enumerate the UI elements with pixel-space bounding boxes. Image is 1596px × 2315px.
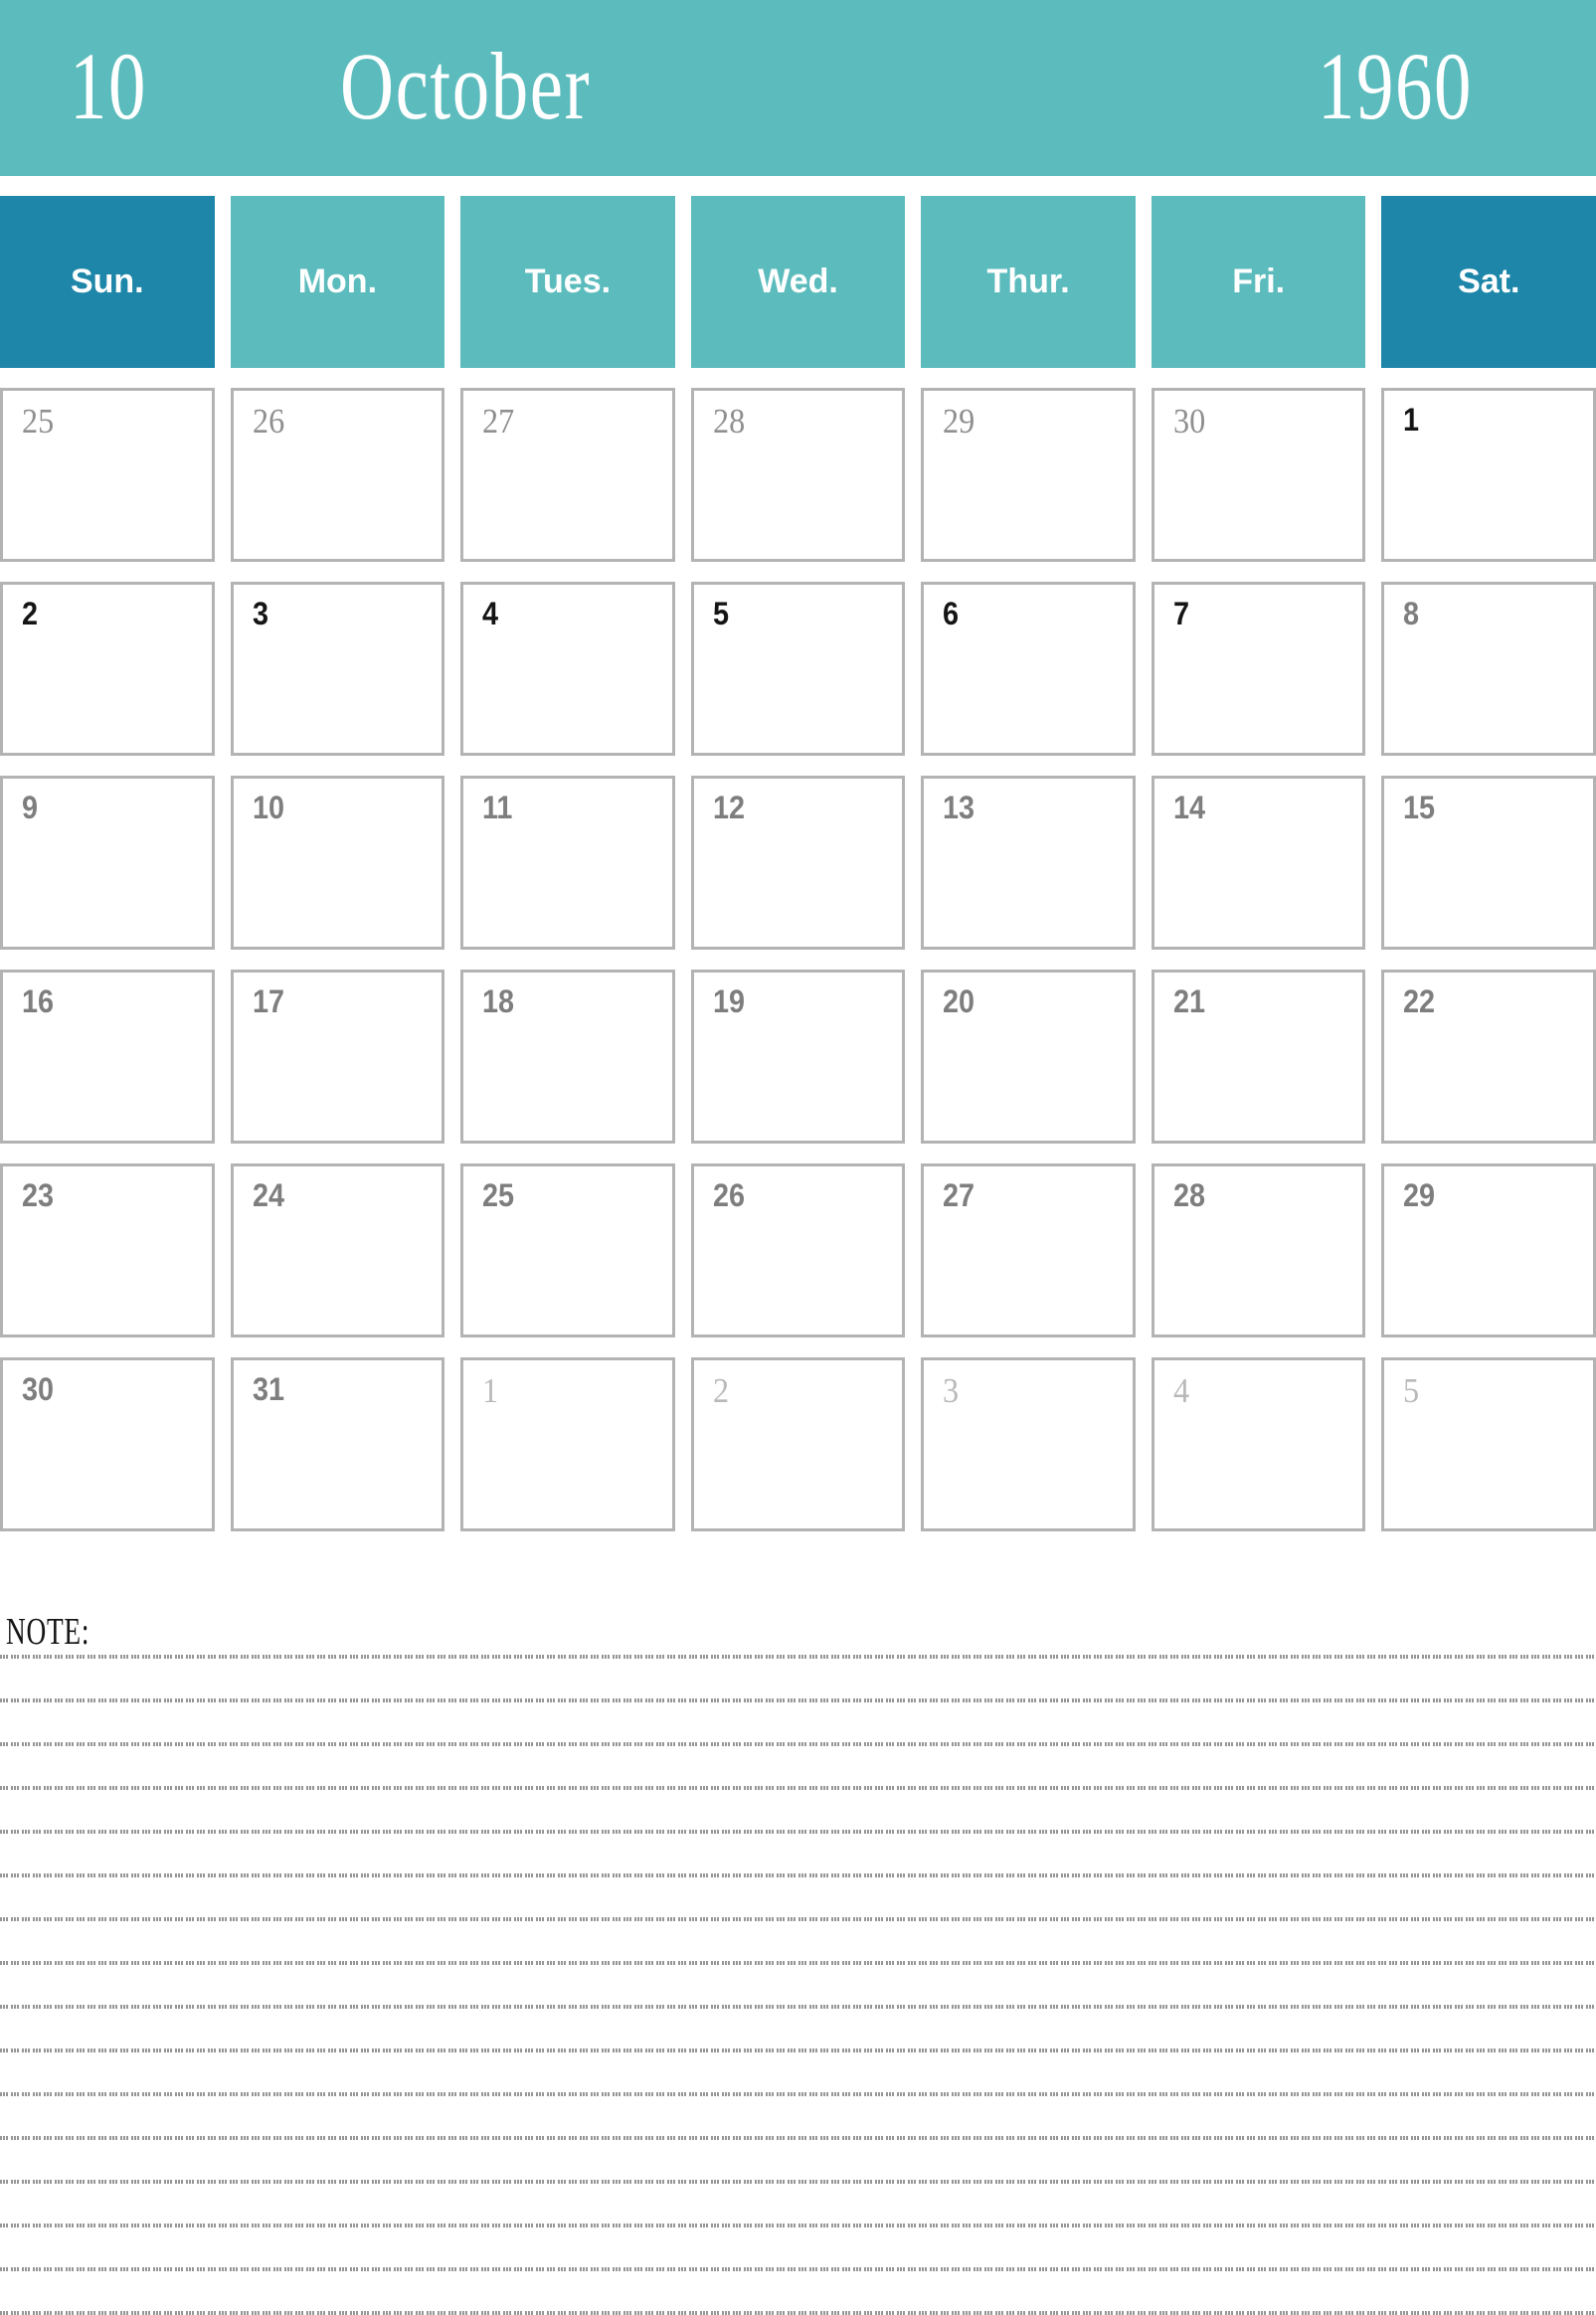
day-number: 27 <box>943 1177 975 1213</box>
day-number: 28 <box>1172 1177 1205 1213</box>
day-number: 8 <box>1403 596 1420 631</box>
day-cell <box>691 388 906 562</box>
note-line <box>0 1917 1596 1921</box>
day-number: 9 <box>22 790 39 825</box>
day-number: 11 <box>482 790 513 825</box>
note-line <box>0 1830 1596 1834</box>
day-number: 21 <box>1172 983 1205 1019</box>
weekday-header-fri: Fri. <box>1152 196 1366 368</box>
day-cell <box>691 582 906 756</box>
day-cell <box>460 1357 675 1531</box>
note-line <box>0 2180 1596 2184</box>
note-line <box>0 2092 1596 2096</box>
note-section <box>0 1613 1596 2315</box>
day-cell <box>1381 388 1596 562</box>
day-cell <box>1381 1163 1596 1337</box>
note-line <box>0 2136 1596 2140</box>
day-cell <box>231 970 445 1144</box>
day-cell <box>691 970 906 1144</box>
day-cell <box>0 1163 215 1337</box>
day-cell <box>1152 388 1366 562</box>
day-cell <box>1152 1357 1366 1531</box>
day-number: 28 <box>712 402 745 441</box>
day-number: 5 <box>712 596 729 631</box>
day-number: 16 <box>22 983 55 1019</box>
note-line <box>0 2311 1596 2315</box>
weekday-header-sun: Sun. <box>0 196 215 368</box>
day-number: 29 <box>943 402 975 441</box>
day-cell <box>460 970 675 1144</box>
day-number: 30 <box>22 1371 55 1407</box>
note-line <box>0 2048 1596 2052</box>
day-number: 24 <box>252 1177 284 1213</box>
month-number: 10 <box>70 32 147 139</box>
note-line <box>0 2267 1596 2271</box>
day-cell <box>0 776 215 950</box>
day-cell <box>231 388 445 562</box>
weekday-header-sat: Sat. <box>1381 196 1596 368</box>
note-line <box>0 1655 1596 1659</box>
note-line <box>0 1961 1596 1965</box>
year-label: 1960 <box>1318 32 1473 139</box>
day-cell <box>0 1357 215 1531</box>
month-name: October <box>340 32 592 139</box>
day-number: 22 <box>1403 983 1436 1019</box>
day-number: 31 <box>252 1371 284 1407</box>
day-cell <box>691 1163 906 1337</box>
day-number: 5 <box>1403 1371 1420 1410</box>
day-cell <box>0 970 215 1144</box>
note-line <box>0 1786 1596 1790</box>
day-cell <box>231 776 445 950</box>
day-cell <box>1152 970 1366 1144</box>
day-number: 17 <box>252 983 284 1019</box>
day-number: 3 <box>252 596 268 631</box>
day-cell <box>231 582 445 756</box>
day-number: 14 <box>1172 790 1205 825</box>
day-cell <box>691 1357 906 1531</box>
day-cell <box>1152 1163 1366 1337</box>
note-line <box>0 2224 1596 2227</box>
day-cell <box>460 582 675 756</box>
day-number: 4 <box>482 596 499 631</box>
day-number: 20 <box>943 983 975 1019</box>
day-number: 2 <box>22 596 39 631</box>
day-cell <box>921 970 1136 1144</box>
day-cell <box>921 388 1136 562</box>
day-number: 1 <box>482 1371 499 1410</box>
weekday-header-wed: Wed. <box>691 196 906 368</box>
day-cell <box>921 582 1136 756</box>
day-number: 26 <box>712 1177 745 1213</box>
day-cell <box>460 776 675 950</box>
day-number: 29 <box>1403 1177 1436 1213</box>
day-cell <box>0 582 215 756</box>
day-cell <box>1381 1357 1596 1531</box>
weekday-header-thur: Thur. <box>921 196 1136 368</box>
note-line <box>0 1742 1596 1746</box>
day-number: 26 <box>252 402 284 441</box>
note-label: NOTE: <box>6 1611 90 1653</box>
day-cell <box>460 388 675 562</box>
day-cell <box>1152 776 1366 950</box>
day-number: 30 <box>1172 402 1206 441</box>
day-number: 12 <box>712 790 745 825</box>
day-cell <box>1381 582 1596 756</box>
day-number: 2 <box>712 1371 729 1410</box>
day-number: 18 <box>482 983 515 1019</box>
day-number: 3 <box>943 1371 960 1410</box>
day-number: 1 <box>1403 402 1420 438</box>
day-number: 10 <box>252 790 284 825</box>
day-cell <box>0 388 215 562</box>
day-number: 23 <box>22 1177 55 1213</box>
note-line <box>0 1873 1596 1877</box>
calendar-header <box>0 0 1596 176</box>
day-cell <box>921 1357 1136 1531</box>
day-number: 7 <box>1172 596 1189 631</box>
day-cell <box>1381 970 1596 1144</box>
note-line <box>0 2005 1596 2009</box>
day-number: 25 <box>22 402 55 441</box>
note-line <box>0 1698 1596 1702</box>
weekday-header-mon: Mon. <box>231 196 445 368</box>
day-cell <box>1152 582 1366 756</box>
day-number: 15 <box>1403 790 1436 825</box>
day-number: 25 <box>482 1177 515 1213</box>
day-cell <box>460 1163 675 1337</box>
day-cell <box>231 1357 445 1531</box>
calendar-grid <box>0 388 1596 1531</box>
day-number: 4 <box>1172 1371 1189 1410</box>
day-cell <box>231 1163 445 1337</box>
day-number: 27 <box>482 402 515 441</box>
day-number: 13 <box>943 790 975 825</box>
weekday-header-tues: Tues. <box>460 196 675 368</box>
day-cell <box>921 1163 1136 1337</box>
weekday-header-row <box>0 196 1596 368</box>
day-cell <box>921 776 1136 950</box>
day-cell <box>1381 776 1596 950</box>
note-lines <box>0 1655 1596 2315</box>
day-cell <box>691 776 906 950</box>
day-number: 19 <box>712 983 745 1019</box>
day-number: 6 <box>943 596 960 631</box>
